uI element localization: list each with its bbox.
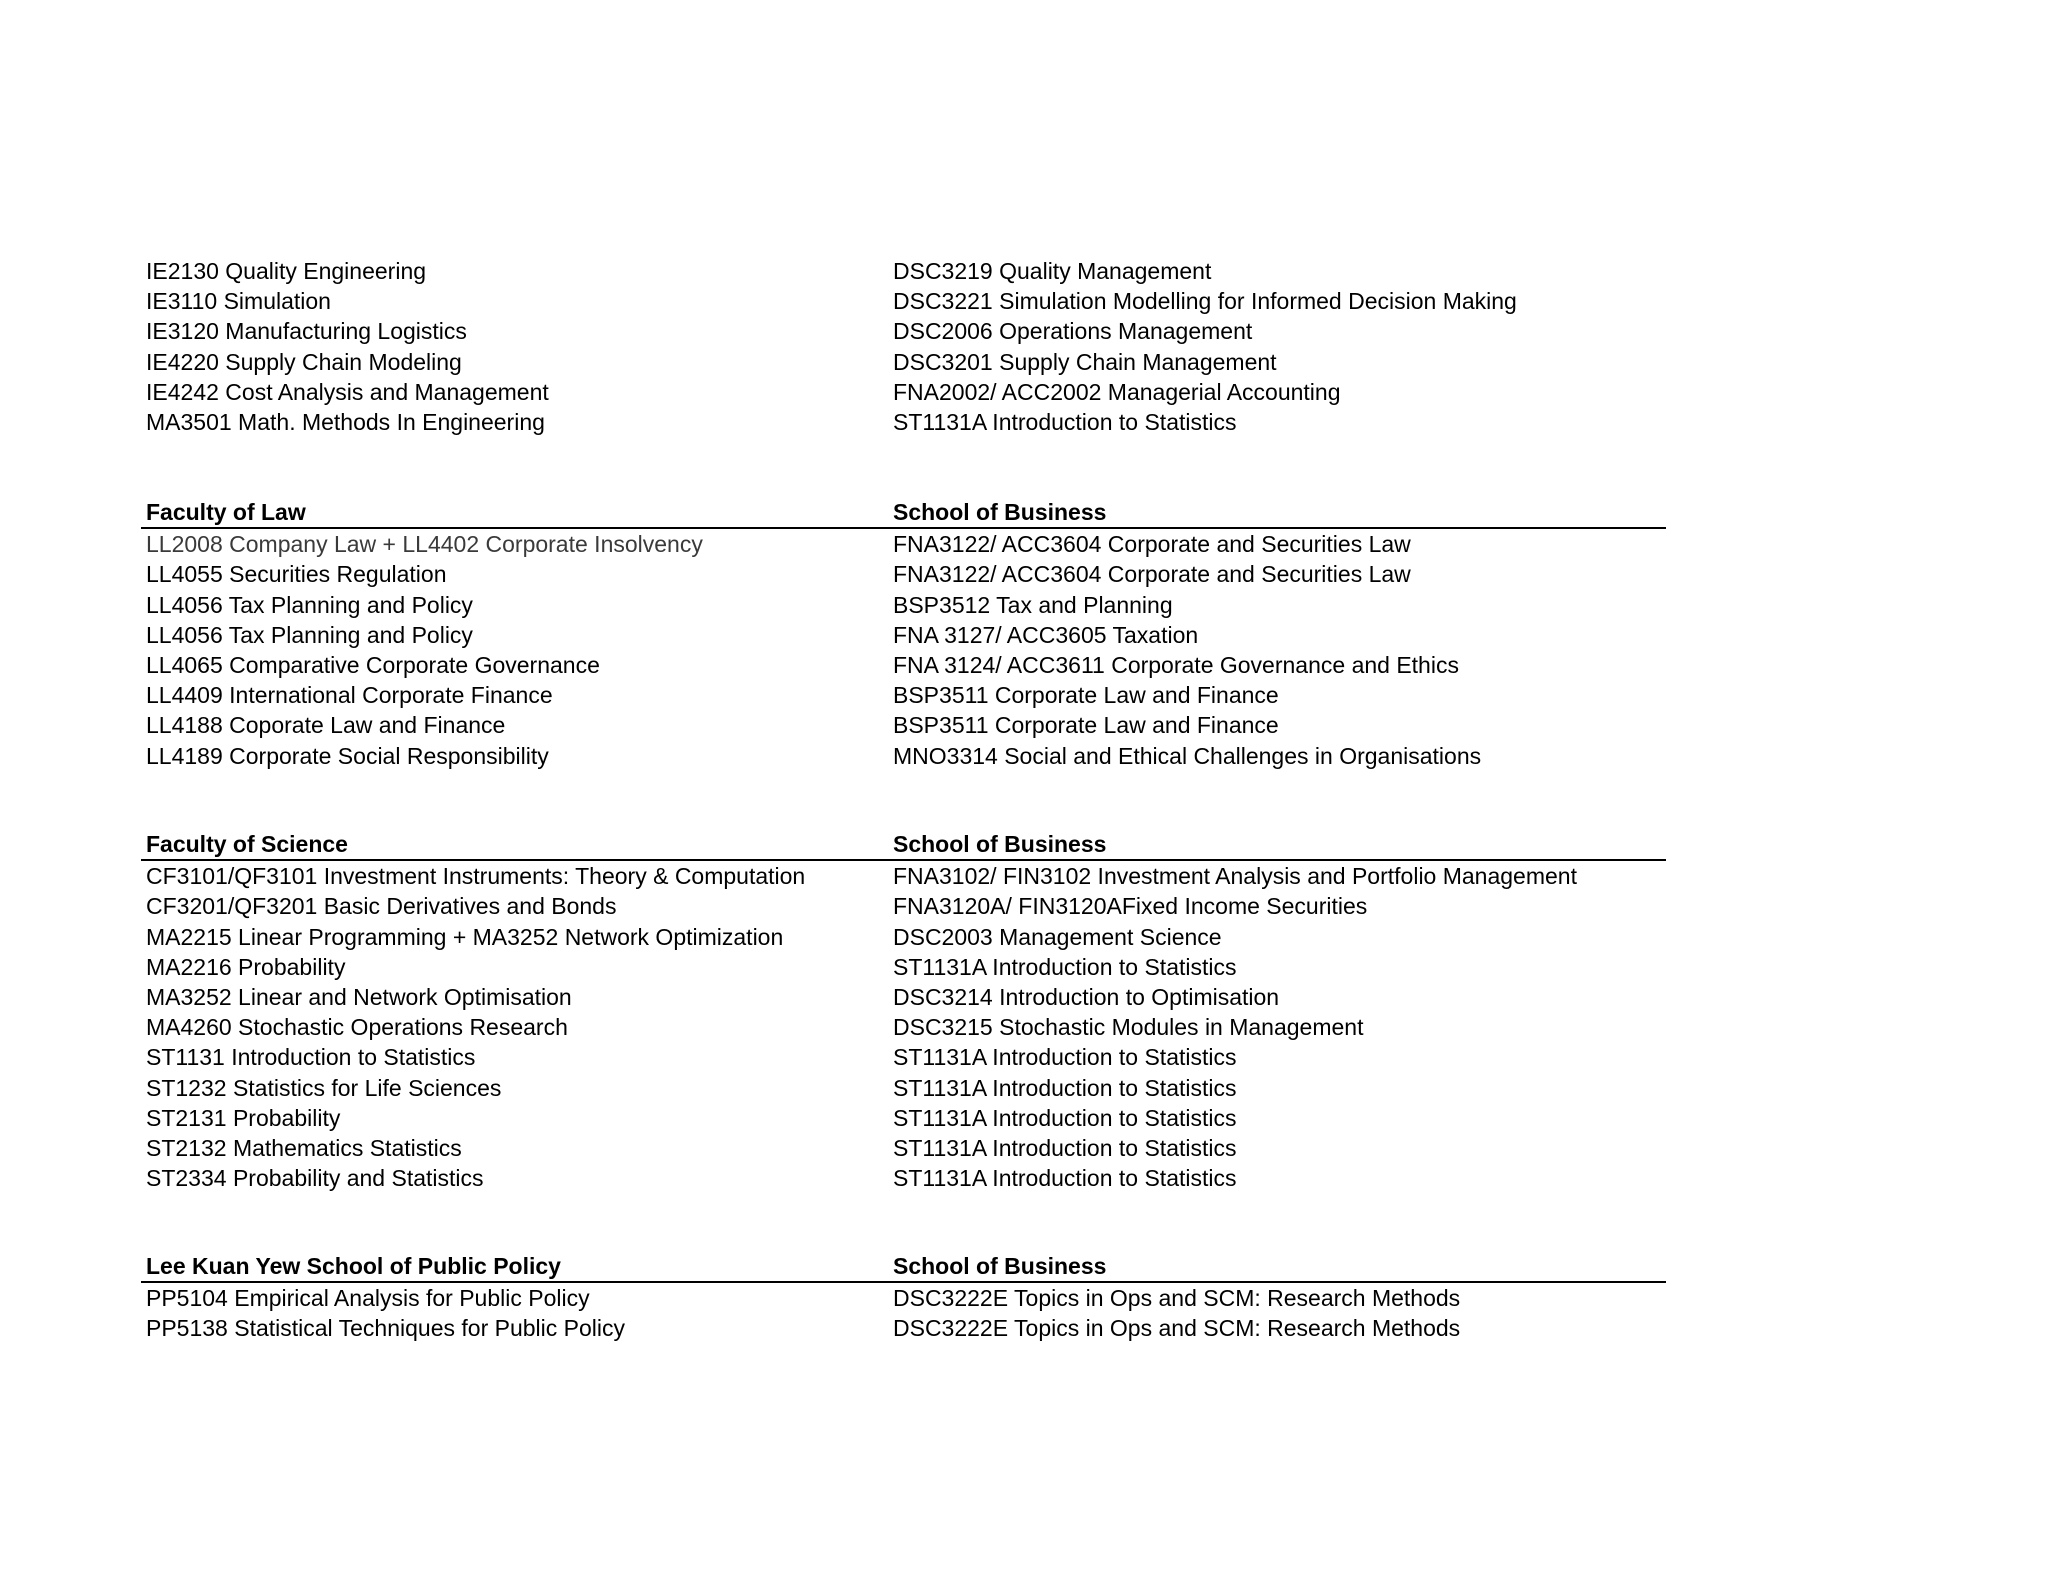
- faculty-module: ST2334 Probability and Statistics: [146, 1165, 484, 1192]
- business-module: BSP3512 Tax and Planning: [893, 591, 1173, 618]
- table-row: [141, 377, 1666, 407]
- faculty-module: PP5138 Statistical Techniques for Public Policy: [146, 1315, 626, 1342]
- public-policy-section: [141, 1251, 1666, 1344]
- business-module: FNA3122/ ACC3604 Corporate and Securities Law: [893, 531, 1411, 558]
- table-row: [141, 891, 1666, 921]
- faculty-module: LL4409 International Corporate Finance: [146, 682, 553, 709]
- faculty-heading: Lee Kuan Yew School of Public Policy: [146, 1253, 561, 1279]
- business-module: ST1131A Introduction to Statistics: [893, 1044, 1237, 1071]
- faculty-module: ST1131 Introduction to Statistics: [146, 1044, 476, 1071]
- table-row: [141, 590, 1666, 620]
- faculty-module: LL2008 Company Law + LL4402 Corporate Insolvency: [146, 531, 703, 558]
- table-row: [141, 1163, 1666, 1193]
- business-module: ST1131A Introduction to Statistics: [893, 1104, 1237, 1131]
- table-row: [141, 347, 1666, 377]
- business-heading: School of Business: [893, 1253, 1107, 1279]
- faculty-module: LL4065 Comparative Corporate Governance: [146, 651, 600, 678]
- faculty-heading: Faculty of Law: [146, 499, 306, 525]
- table-row: [141, 256, 1666, 286]
- table-row: [141, 861, 1666, 891]
- business-module: BSP3511 Corporate Law and Finance: [893, 712, 1279, 739]
- law-section: [141, 497, 1666, 771]
- business-module: DSC3215 Stochastic Modules in Management: [893, 1014, 1364, 1041]
- faculty-module: MA2215 Linear Programming + MA3252 Network Optimization: [146, 923, 784, 950]
- business-module: DSC3221 Simulation Modelling for Informed Decision Making: [893, 288, 1517, 315]
- faculty-module: ST2131 Probability: [146, 1104, 341, 1131]
- business-module: ST1131A Introduction to Statistics: [893, 953, 1237, 980]
- table-row: [141, 407, 1666, 437]
- business-module: ST1131A Introduction to Statistics: [893, 1165, 1237, 1192]
- business-module: DSC3201 Supply Chain Management: [893, 348, 1277, 375]
- faculty-module: MA3501 Math. Methods In Engineering: [146, 408, 545, 435]
- faculty-module: ST2132 Mathematics Statistics: [146, 1134, 462, 1161]
- faculty-module: IE3120 Manufacturing Logistics: [146, 318, 467, 345]
- table-row: [141, 952, 1666, 982]
- table-row: [141, 529, 1666, 559]
- faculty-module: CF3201/QF3201 Basic Derivatives and Bonds: [146, 893, 617, 920]
- table-row: [141, 680, 1666, 710]
- business-module: DSC3222E Topics in Ops and SCM: Research Methods: [893, 1285, 1461, 1312]
- business-module: BSP3511 Corporate Law and Finance: [893, 682, 1279, 709]
- table-row: [141, 982, 1666, 1012]
- table-row: [141, 710, 1666, 740]
- business-module: ST1131A Introduction to Statistics: [893, 1074, 1237, 1101]
- faculty-heading: Faculty of Science: [146, 831, 348, 857]
- faculty-module: LL4188 Coporate Law and Finance: [146, 712, 506, 739]
- business-module: DSC3222E Topics in Ops and SCM: Research Methods: [893, 1315, 1461, 1342]
- science-section: [141, 829, 1666, 1193]
- table-row: [141, 741, 1666, 771]
- table-row: [141, 650, 1666, 680]
- faculty-module: IE4242 Cost Analysis and Management: [146, 378, 549, 405]
- business-heading: School of Business: [893, 499, 1107, 525]
- faculty-module: LL4055 Securities Regulation: [146, 561, 447, 588]
- business-module: FNA 3127/ ACC3605 Taxation: [893, 621, 1199, 648]
- engineering-section: [141, 256, 1666, 437]
- faculty-module: LL4056 Tax Planning and Policy: [146, 621, 473, 648]
- business-module: ST1131A Introduction to Statistics: [893, 1134, 1237, 1161]
- table-row: [141, 316, 1666, 346]
- faculty-module: CF3101/QF3101 Investment Instruments: Theory & Computation: [146, 863, 806, 890]
- table-row: [141, 1133, 1666, 1163]
- section-header: [141, 497, 1666, 529]
- table-row: [141, 620, 1666, 650]
- faculty-module: PP5104 Empirical Analysis for Public Policy: [146, 1285, 590, 1312]
- business-module: ST1131A Introduction to Statistics: [893, 408, 1237, 435]
- section-header: [141, 829, 1666, 861]
- faculty-module: ST1232 Statistics for Life Sciences: [146, 1074, 502, 1101]
- business-module: FNA 3124/ ACC3611 Corporate Governance and Ethics: [893, 651, 1459, 678]
- business-module: FNA2002/ ACC2002 Managerial Accounting: [893, 378, 1341, 405]
- business-module: MNO3314 Social and Ethical Challenges in Organisations: [893, 742, 1482, 769]
- faculty-module: IE2130 Quality Engineering: [146, 258, 427, 284]
- faculty-module: MA4260 Stochastic Operations Research: [146, 1014, 568, 1041]
- business-module: FNA3122/ ACC3604 Corporate and Securities Law: [893, 561, 1411, 588]
- business-module: DSC2003 Management Science: [893, 923, 1222, 950]
- faculty-module: MA3252 Linear and Network Optimisation: [146, 983, 572, 1010]
- business-module: DSC2006 Operations Management: [893, 318, 1253, 345]
- table-row: [141, 1283, 1666, 1313]
- business-module: DSC3214 Introduction to Optimisation: [893, 983, 1280, 1010]
- table-row: [141, 1313, 1666, 1343]
- faculty-module: IE4220 Supply Chain Modeling: [146, 348, 462, 375]
- business-module: FNA3120A/ FIN3120AFixed Income Securities: [893, 893, 1368, 920]
- table-row: [141, 559, 1666, 589]
- business-heading: School of Business: [893, 831, 1107, 857]
- table-row: [141, 1012, 1666, 1042]
- business-module: DSC3219 Quality Management: [893, 258, 1212, 284]
- table-row: [141, 1073, 1666, 1103]
- table-row: [141, 1103, 1666, 1133]
- table-row: [141, 922, 1666, 952]
- faculty-module: LL4189 Corporate Social Responsibility: [146, 742, 549, 769]
- faculty-module: IE3110 Simulation: [146, 288, 331, 315]
- faculty-module: LL4056 Tax Planning and Policy: [146, 591, 473, 618]
- faculty-module: MA2216 Probability: [146, 953, 346, 980]
- table-row: [141, 286, 1666, 316]
- section-header: [141, 1251, 1666, 1283]
- table-row: [141, 1042, 1666, 1072]
- business-module: FNA3102/ FIN3102 Investment Analysis and Portfolio Management: [893, 863, 1577, 890]
